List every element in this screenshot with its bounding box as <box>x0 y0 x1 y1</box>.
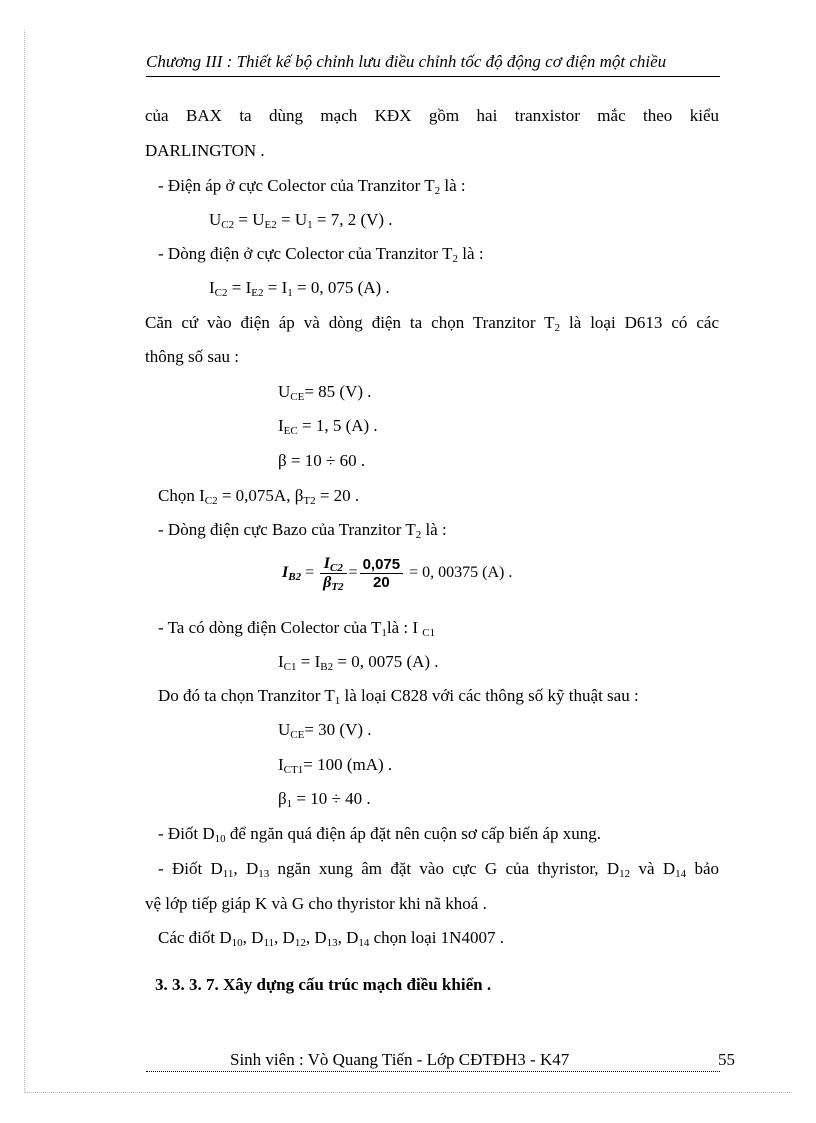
page-header: Chương III : Thiết kế bộ chỉnh lưu điều chỉnh tốc độ động cơ điện một chiều <box>146 52 667 71</box>
paragraph-1-line-1: của BAX ta dùng mạch KĐX gồm hai tranxistor mắc theo kiểu <box>145 106 719 125</box>
spec-uce-30: $U_{CE}= 30$ (V) . <box>278 720 372 741</box>
formula-ib2: $I_{B2}$ = $\frac{I_{C2}}{\beta_{T2}}$ = $\frac{0,075}{20}$ = 0, 00375 (A) . <box>282 555 513 593</box>
paragraph-10-line-1: - Điốt $D_{11}$, $D_{13}$ ngăn xung âm đặt vào cực G của thyristor, $D_{12}$ và $D_{14}$ bảo <box>158 859 719 880</box>
paragraph-10-line-2: vệ lớp tiếp giáp K và G cho thyristor khi nã khoá . <box>145 894 487 913</box>
spec-beta1: $\beta_1 = 10 \div 40$ . <box>278 789 371 810</box>
spec-iec: $I_{EC} = 1$, 5 (A) . <box>278 416 378 437</box>
formula-ic1: $I_{C1} = I_{B2} = 0$, 0075 (A) . <box>278 652 439 673</box>
section-heading: 3. 3. 3. 7. Xây dựng cấu trúc mạch điều khiển . <box>155 975 492 994</box>
paragraph-9: - Điốt $D_{10}$ để ngăn quá điện áp đặt nên cuộn sơ cấp biến áp xung. <box>158 824 601 845</box>
paragraph-7: - Ta có dòng điện Colector của $T_1là$ : I $_{C1}$ <box>158 618 436 639</box>
spec-uce-85: $U_{CE}= 85$ (V) . <box>278 382 372 403</box>
page-number: 55 <box>718 1050 735 1069</box>
paragraph-11: Các điốt $D_{10}$, $D_{11}$, $D_{12}$, $D_{13}$, $D_{14}$ chọn loại 1N4007 . <box>158 928 504 949</box>
header-rule <box>146 76 720 77</box>
formula-uc2: $U_{C2} = U_{E2} = U_1 = 7$, 2 (V) . <box>209 210 393 231</box>
paragraph-4-line-2: thông số sau : <box>145 347 239 366</box>
spec-beta: β = 10 ÷ 60 . <box>278 451 366 470</box>
paragraph-3: - Dòng điện ở cực Colector của Tranzitor $T_2$ là : <box>158 244 484 265</box>
page-border-left <box>24 30 25 1093</box>
paragraph-4-line-1: Căn cứ vào điện áp và dòng điện ta chọn Tranzitor $T_2$ là loại D613 có các <box>145 313 720 334</box>
spec-ict1: $I_{CT1}= 100$ (mA) . <box>278 755 393 776</box>
formula-ic2: $I_{C2} = I_{E2} = I_1 = 0$, 075 (A) . <box>209 278 390 299</box>
paragraph-1-line-2: DARLINGTON . <box>145 141 265 160</box>
paragraph-2: - Điện áp ở cực Colector của Tranzitor $T_2$ là : <box>158 176 466 197</box>
paragraph-8: Do đó ta chọn Tranzitor $T_1$ là loại C828 với các thông số kỹ thuật sau : <box>158 686 639 707</box>
page-footer: Sinh viên : Vò Quang Tiến - Lớp CĐTĐH3 - K47 <box>230 1050 570 1069</box>
footer-rule <box>146 1071 720 1072</box>
paragraph-6: - Dòng điện cực Bazo của Tranzitor $T_2$ là : <box>158 520 447 541</box>
page-border-bottom <box>24 1092 792 1093</box>
paragraph-5: Chọn $I_{C2} = 0,075A$, $\beta_{T2} = 20$ . <box>158 486 360 507</box>
